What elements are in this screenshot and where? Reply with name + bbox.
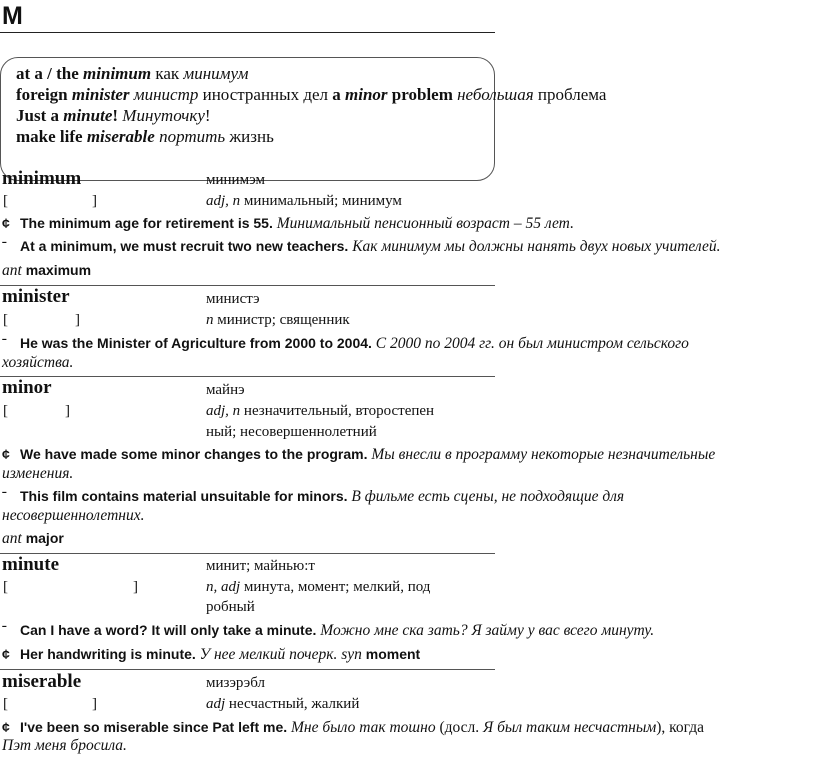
transcription-bracket-open: [ <box>3 403 8 419</box>
antonym: major <box>21 530 64 546</box>
phrase-text: Just a <box>16 106 64 125</box>
gloss: минута, момент; мелкий, под <box>240 579 431 595</box>
gloss: минимальный; минимум <box>240 193 402 209</box>
phrase-text: problem <box>387 85 453 104</box>
phrase-text: как <box>151 64 184 83</box>
tick-marker: ˉ <box>2 335 7 351</box>
transcription-bracket-close: ] <box>133 579 138 595</box>
phrase-minute <box>16 106 211 126</box>
top-rule <box>0 32 495 33</box>
example-ru: Минимальный пенсионный возраст – 55 лет. <box>272 215 574 232</box>
example-ru: Мне было так тошно <box>287 719 436 736</box>
syn-label: syn <box>337 646 362 663</box>
example-minor-1-cont <box>2 465 73 483</box>
example-minute-2 <box>2 646 420 664</box>
phrase-keyword: minute <box>63 106 113 125</box>
diamond-marker: ¢ <box>2 446 10 462</box>
example-miserable-1 <box>2 719 704 737</box>
pronunciation-minimum: минимэм <box>206 172 266 188</box>
phrase-minimum <box>16 64 249 84</box>
example-minister-1 <box>2 335 689 353</box>
entry-divider <box>0 669 495 670</box>
phrase-translation: иностранных дел <box>198 85 333 104</box>
phrase-translation: жизнь <box>225 127 274 146</box>
example-ru: Пэт меня бросила. <box>2 737 127 754</box>
example-en: Can I have a word? It will only take a minute. <box>20 622 317 638</box>
example-minister-1-cont <box>2 354 73 372</box>
headword-minute: minute <box>2 554 59 575</box>
entry-divider <box>0 553 495 554</box>
part-of-speech: n, adj <box>206 579 241 595</box>
definition-minimum <box>206 193 402 210</box>
headword-miserable: miserable <box>2 671 82 692</box>
page-letter: M <box>2 2 23 30</box>
transcription-bracket-close: ] <box>92 696 97 712</box>
phrase-translation: проблема <box>533 85 607 104</box>
pronunciation-minor: майнэ <box>206 382 245 398</box>
example-ru: Можно мне ска зать? Я займу у вас всего минуту. <box>316 622 655 639</box>
phrase-minister <box>16 85 606 105</box>
phrase-text: foreign <box>16 85 72 104</box>
example-en: We have made some minor changes to the program. <box>20 446 368 462</box>
example-en: Her handwriting is minute. <box>20 646 196 662</box>
headword-minor: minor <box>2 377 52 398</box>
phrase-translation: небольшая <box>452 85 534 104</box>
pronunciation-minute: минит; майнью:т <box>206 558 315 574</box>
antonym-minor <box>2 530 64 548</box>
definition-minor-cont: ный; несовершеннолетний <box>206 424 377 440</box>
transcription-bracket-open: [ <box>3 579 8 595</box>
pronunciation-miserable: мизэрэбл <box>206 675 265 691</box>
gloss: незначительный, второстепен <box>240 403 435 419</box>
entry-divider <box>0 285 495 286</box>
diamond-marker: ¢ <box>2 719 10 735</box>
definition-miserable <box>206 696 359 713</box>
phrase-keyword: minister <box>71 85 130 104</box>
tick-marker: ˉ <box>2 488 7 504</box>
gloss: несчастный, жалкий <box>225 696 360 712</box>
example-en: This film contains material unsuitable for minors. <box>20 488 348 504</box>
synonym: moment <box>361 646 421 662</box>
antonym-minimum <box>2 262 91 280</box>
pronunciation-minister: министэ <box>206 291 260 307</box>
example-en: The minimum age for retirement is 55. <box>20 215 273 231</box>
gloss: министр; священник <box>213 312 350 328</box>
example-note: ), когда <box>656 719 705 736</box>
phrase-translation: минимум <box>183 64 249 83</box>
example-en: At a minimum, we must recruit two new teachers. <box>20 238 349 254</box>
phrase-translation: Минуточку <box>118 106 205 125</box>
definition-minute <box>206 579 430 596</box>
example-note: (досл. <box>435 719 480 736</box>
phrase-text: a <box>332 85 346 104</box>
transcription-bracket-open: [ <box>3 696 8 712</box>
phrase-text: at a / the <box>16 64 84 83</box>
tick-marker: ˉ <box>2 238 7 254</box>
phrase-miserable <box>16 127 274 147</box>
transcription-bracket-close: ] <box>65 403 70 419</box>
phrase-translation: ! <box>204 106 211 125</box>
part-of-speech: n <box>206 312 214 328</box>
example-ru: несовершеннолетних. <box>2 507 145 524</box>
tick-marker: ˉ <box>2 622 7 638</box>
definition-minute-cont: робный <box>206 599 255 615</box>
transcription-bracket-open: [ <box>3 312 8 328</box>
example-ru: Я был таким несчастным <box>479 719 657 736</box>
part-of-speech: adj, n <box>206 403 241 419</box>
phrase-translation: министр <box>129 85 199 104</box>
example-ru: хозяйства. <box>2 354 74 371</box>
transcription-bracket-close: ] <box>92 193 97 209</box>
example-minor-2 <box>2 488 624 506</box>
phrase-text: make life <box>16 127 87 146</box>
definition-minor <box>206 403 434 420</box>
example-miserable-1-cont <box>2 737 127 755</box>
ant-label: ant <box>2 262 22 279</box>
antonym: maximum <box>21 262 92 278</box>
example-en: He was the Minister of Agriculture from 2000 to 2004. <box>20 335 372 351</box>
transcription-bracket-open: [ <box>3 193 8 209</box>
phrase-keyword: minor <box>345 85 388 104</box>
phrase-keyword: miserable <box>86 127 155 146</box>
entry-divider <box>0 376 495 377</box>
phrase-keyword: minimum <box>83 64 152 83</box>
example-minor-1 <box>2 446 715 464</box>
example-ru: У нее мелкий почерк. <box>195 646 338 663</box>
example-ru: Как минимум мы должны нанять двух новых учителей. <box>348 238 721 255</box>
example-minimum-2 <box>2 238 721 256</box>
transcription-bracket-close: ] <box>75 312 80 328</box>
diamond-marker: ¢ <box>2 646 10 662</box>
example-ru: изменения. <box>2 465 74 482</box>
headword-minister: minister <box>2 286 70 307</box>
example-minute-1 <box>2 622 654 640</box>
example-ru: Мы внесли в программу некоторые незначительные <box>367 446 716 463</box>
example-ru: В фильме есть сцены, не подходящие для <box>347 488 625 505</box>
headword-minimum: minimum <box>2 168 82 189</box>
example-minor-2-cont <box>2 507 145 525</box>
phrase-text: ! <box>112 106 119 125</box>
phrase-translation: портить <box>154 127 226 146</box>
diamond-marker: ¢ <box>2 215 10 231</box>
example-ru: С 2000 по 2004 гг. он был министром сельского <box>371 335 689 352</box>
part-of-speech: adj <box>206 696 226 712</box>
example-en: I've been so miserable since Pat left me. <box>20 719 288 735</box>
example-minimum-1 <box>2 215 574 233</box>
part-of-speech: adj, n <box>206 193 241 209</box>
ant-label: ant <box>2 530 22 547</box>
definition-minister <box>206 312 350 329</box>
